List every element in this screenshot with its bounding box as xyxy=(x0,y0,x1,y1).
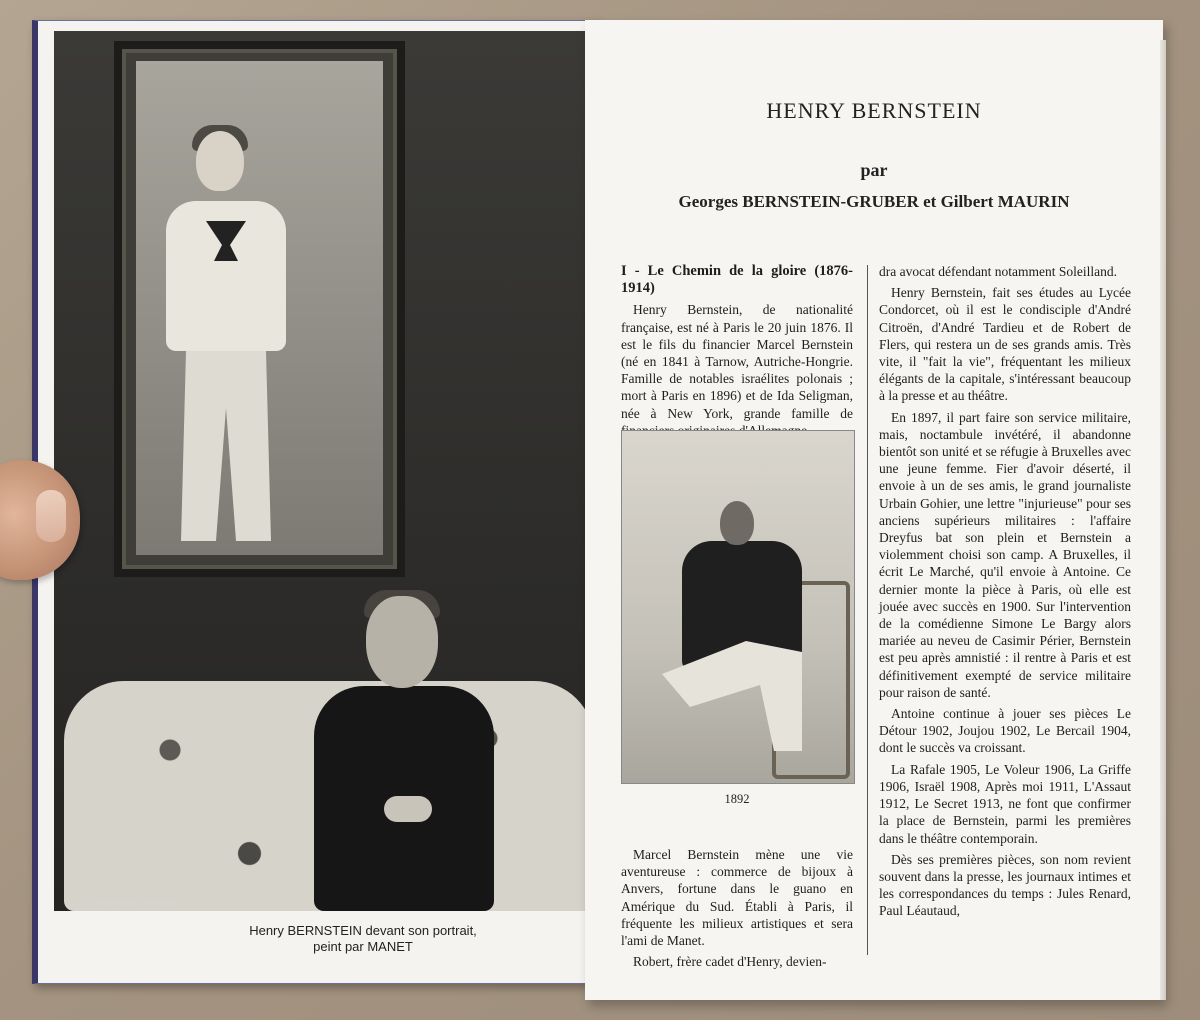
paragraph: Robert, frère cadet d'Henry, devien- xyxy=(633,954,827,970)
page-edges xyxy=(1160,40,1166,1000)
paragraph: En 1897, il part faire son service militaire, mais, noctambule invétéré, il abandonne bientôt son unité et se réfugie à Bruxelles avec une jeune femme. Fier d'avoir déserté, il envoie à un de ses amis, le grand journaliste Urbain Gohier, une lettre "injurieuse" pour ses anciens supérieurs militaires : l'affaire Dreyfus bat son plein et Bernstein a violemment choisi son camp. A Bruxelles, il écrit Le Marché, qu'il envoie à Antoine. Ce dernier monte la pièce à Paris, où elle est jouée avec succès en 1900. Sur l'intervention de la comédienne Simone Le Bargy alors mariée au neveu de Casimir Périer, Bernstein est peu après amnistié : il rentre à Paris et est définitivement exempté de service militaire pour raison de santé. xyxy=(879,409,1131,700)
left-page xyxy=(32,20,599,984)
fingernail xyxy=(36,490,66,542)
man-hand xyxy=(384,796,432,822)
paragraph: dra avocat défendant notamment Soleilland. xyxy=(879,264,1118,279)
seated-man xyxy=(294,586,504,911)
left-caption xyxy=(198,923,528,955)
paragraph: La Rafale 1905, Le Voleur 1906, La Griffe 1906, Israël 1908, Après moi 1911, L'Assaut 1912, Le Secret 1913, ne font que confirmer la place de Bernstein, parmi les premières dans le théâtre contemporain. xyxy=(879,761,1131,846)
inset-man-head xyxy=(720,501,754,545)
painting-boy-trousers xyxy=(176,351,276,541)
paragraph: Dès ses premières pièces, son nom revient souvent dans la presse, les journaux intimes et les correspondances du temps : Jules Renard, Paul Léautaud, xyxy=(879,851,1131,919)
column-divider xyxy=(867,265,868,955)
column-left-bottom xyxy=(621,846,853,974)
column-right xyxy=(879,263,1131,924)
byline-par: par xyxy=(860,160,888,180)
painting-frame xyxy=(114,41,405,577)
photo-credit: Photo Plaisir de France xyxy=(94,899,178,908)
paragraph: Henry Bernstein, fait ses études au Lycée Condorcet, où il est le condisciple d'André Citroën, d'André Tardieu et de Robert de Flers, qui restera un de ses grands amis. Très vite, il "fait la vie", fréquentant les milieux élégants de la capitale, s'intéressant beaucoup à la presse et au théâtre. xyxy=(879,285,1131,404)
paragraph: Henry Bernstein, de nationalité française, est né à Paris le 20 juin 1876. Il est le fils du financier Marcel Bernstein (né en 1841 à Tarnow, Autriche-Hongrie. Famille de notables israélites polonais ; mort à Paris en 1896) et de Ida Seligman, née à New York, grande famille de xyxy=(621,302,853,421)
right-page xyxy=(585,20,1163,1000)
man-head xyxy=(366,596,438,688)
manet-painting xyxy=(136,61,383,555)
paragraph: Marcel Bernstein mène une vie aventureuse : commerce de bijoux à Anvers, fortune dans le guano en Amérique du Sud. Établi à Paris, il fréquente les milieux artistiques et sera l'ami de Manet. xyxy=(621,847,853,949)
portrait-photo xyxy=(54,31,599,911)
paragraph: Antoine continue à jouer ses pièces Le Détour 1902, Joujou 1902, Le Bercail 1904, dont le succès va croissant. xyxy=(879,706,1131,756)
caption-line-1: Henry BERNSTEIN devant son portrait, xyxy=(249,923,477,938)
authors: Georges BERNSTEIN-GRUBER et Gilbert MAURIN xyxy=(678,192,1070,211)
caption-line-2: peint par MANET xyxy=(313,939,413,954)
painting-boy-head xyxy=(196,131,244,191)
inset-caption: 1892 xyxy=(724,792,750,806)
section-heading: I - Le Chemin de la gloire (1876-1914) xyxy=(621,263,853,297)
article-title: HENRY BERNSTEIN xyxy=(766,98,982,123)
inset-photo-1892 xyxy=(621,430,855,784)
column-left-top xyxy=(621,263,853,443)
